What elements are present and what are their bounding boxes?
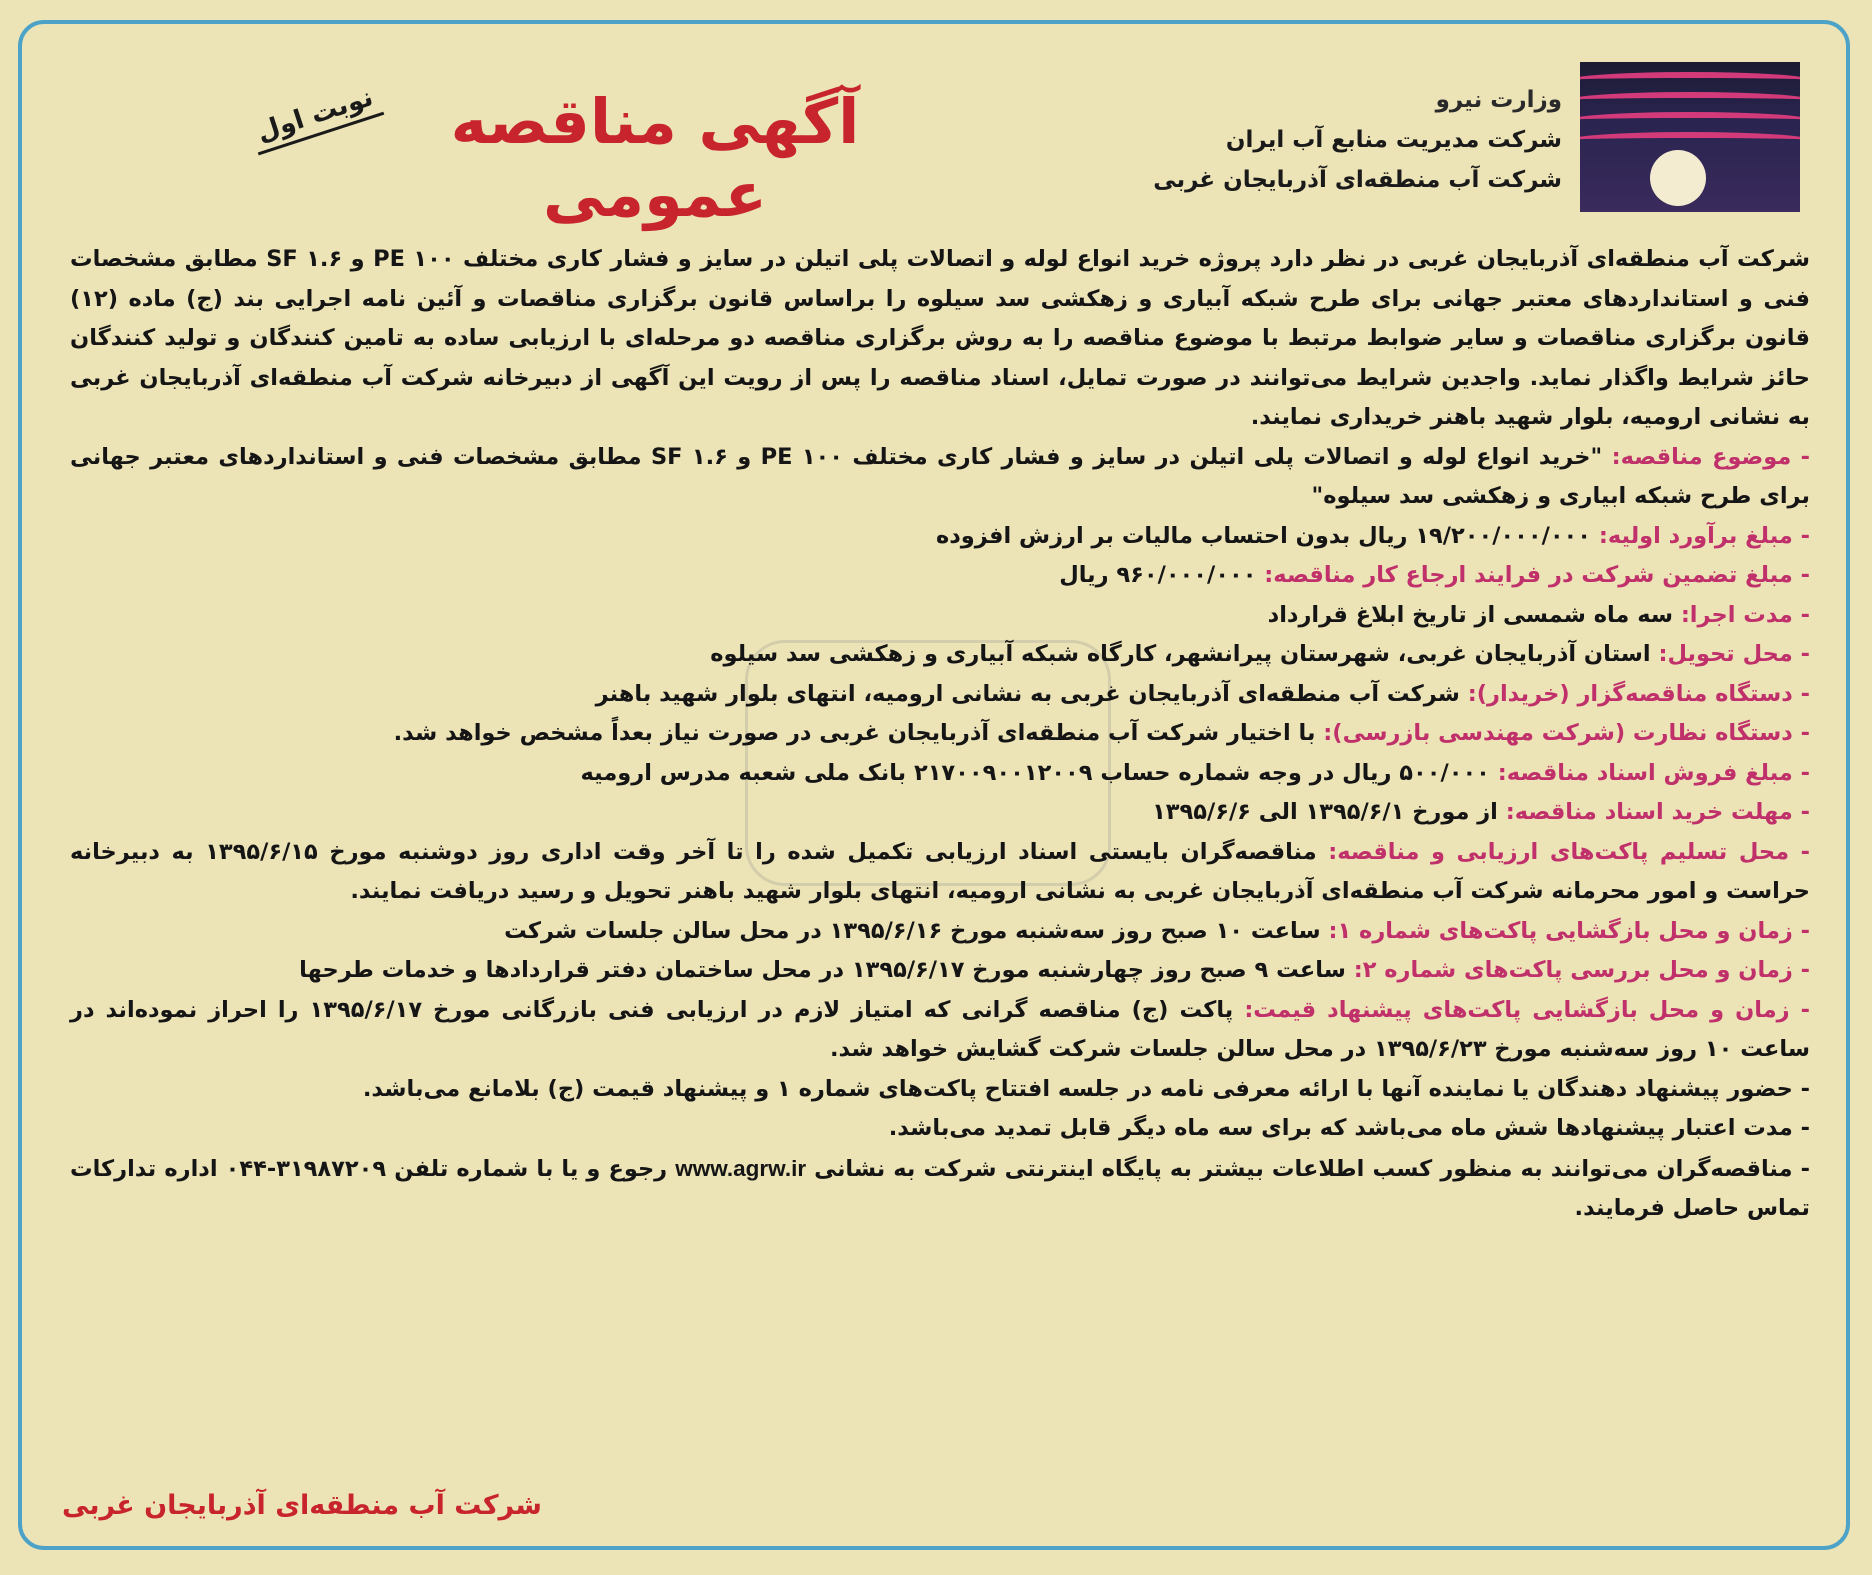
item-subject: - موضوع مناقصه: "خرید انواع لوله و اتصالات پلی اتیلن در سایز و فشار کاری مختلف PE ۱۰۰ و SF ۱.۶ مطابق مشخصات فنی و استانداردهای معتبر جهانی برای طرح شبکه ابیاری و زهکشی سد سیلوه" bbox=[70, 443, 1811, 509]
item-delivery: - محل تحویل: استان آذربایجان غربی، شهرستان پیرانشهر، کارگاه شبکه آبیاری و زهکشی سد سیلوه bbox=[710, 641, 1810, 667]
item-submission: - محل تسلیم پاکت‌های ارزیابی و مناقصه: مناقصه‌گران بایستی اسناد ارزیابی تکمیل شده را تا آخر وقت اداری روز دوشنبه مورخ ۱۳۹۵/۶/۱۵ به دبیرخانه حراست و امور محرمانه شرکت آب منطقه‌ای آذربایجان غربی به نشانی ارومیه، انتهای بلوار شهید باهنر تحویل و رسید دریافت نمایند. bbox=[70, 838, 1810, 904]
item-buyer: - دستگاه مناقصه‌گزار (خریدار): شرکت آب منطقه‌ای آذربایجان غربی به نشانی ارومیه، انتهای بلوار شهید باهنر bbox=[595, 680, 1810, 707]
item-estimate: - مبلغ برآورد اولیه: ۱۹/۲۰۰/۰۰۰/۰۰۰ ریال بدون احتساب مالیات بر ارزش افزوده bbox=[935, 522, 1810, 549]
ministry-name: وزارت نیرو bbox=[1435, 87, 1562, 113]
note-validity: - مدت اعتبار پیشنهادها شش ماه می‌باشد که برای سه ماه دیگر قابل تمدید می‌باشد. bbox=[888, 1115, 1810, 1141]
ministry-logo-icon bbox=[1580, 62, 1800, 212]
item-document-price: - مبلغ فروش اسناد مناقصه: ۵۰۰/۰۰۰ ریال در وجه شماره حساب ۲۱۷۰۰۹۰۰۱۲۰۰۹ بانک ملی شعبه مدرس ارومیه bbox=[580, 759, 1810, 786]
organization-block bbox=[1142, 80, 1562, 200]
company-name: شرکت آب منطقه‌ای آذربایجان غربی bbox=[1153, 167, 1562, 193]
signature: شرکت آب منطقه‌ای آذربایجان غربی bbox=[62, 1490, 542, 1521]
note-attendance: - حضور پیشنهاد دهندگان یا نماینده آنها با ارائه معرفی نامه در جلسه افتتاح پاکت‌های شماره ۱ و پیشنهاد قیمت (ج) بلامانع می‌باشد. bbox=[362, 1075, 1810, 1102]
item-guarantee: - مبلغ تضمین شرکت در فرایند ارجاع کار مناقصه: ۹۶۰/۰۰۰/۰۰۰ ریال bbox=[1059, 562, 1810, 588]
item-duration: - مدت اجرا: سه ماه شمسی از تاریخ ابلاغ قرارداد bbox=[1267, 601, 1810, 628]
note-contact: - مناقصه‌گران می‌توانند به منظور کسب اطلاعات بیشتر به پایگاه اینترنتی شرکت به نشانی www.agrw.ir رجوع و یا با شماره تلفن ۳۱۹۸۷۲۰۹-۰۴۴ اداره تدارکات تماس حاصل فرمایند. bbox=[70, 1155, 1810, 1221]
page-title: آگهی مناقصه عمومی bbox=[450, 85, 860, 231]
website-link[interactable]: www.agrw.ir bbox=[675, 1155, 807, 1181]
parent-company-name: شرکت مدیریت منابع آب ایران bbox=[1225, 127, 1562, 153]
item-purchase-deadline: - مهلت خرید اسناد مناقصه: از مورخ ۱۳۹۵/۶/۱ الی ۱۳۹۵/۶/۶ bbox=[1152, 799, 1810, 825]
item-price-opening: - زمان و محل بازگشایی پاکت‌های پیشنهاد قیمت: پاکت (ج) مناقصه گرانی که امتیاز لازم در ارزیابی فنی بازرگانی مورخ ۱۳۹۵/۶/۱۷ را احراز نموده‌اند در ساعت ۱۰ روز سه‌شنبه مورخ ۱۳۹۵/۶/۲۳ در محل سالن جلسات شرکت گشایش خواهد شد. bbox=[70, 996, 1811, 1062]
notice-body bbox=[70, 240, 1810, 1229]
round-label: نوبت اول bbox=[253, 82, 376, 148]
item-opening-1: - زمان و محل بازگشایی پاکت‌های شماره ۱: ساعت ۱۰ صبح روز سه‌شنبه مورخ ۱۳۹۵/۶/۱۶ در محل سالن جلسات شرکت bbox=[504, 917, 1810, 944]
item-review-2: - زمان و محل بررسی پاکت‌های شماره ۲: ساعت ۹ صبح روز چهارشنبه مورخ ۱۳۹۵/۶/۱۷ در محل ساختمان دفتر قراردادها و خدمات طرحها bbox=[299, 957, 1810, 983]
intro-paragraph: شرکت آب منطقه‌ای آذربایجان غربی در نظر دارد پروژه خرید انواع لوله و اتصالات پلی اتیلن در سایز و فشار کاری مختلف PE ۱۰۰ و SF ۱.۶ مطابق مشخصات فنی و استانداردهای معتبر جهانی برای طرح شبکه آبیاری و زهکشی سد سیلوه را براساس قانون برگزاری مناقصات و آئین نامه اجرایی بند (ج) ماده (۱۲) قانون برگزاری مناقصات و سایر ضوابط مرتبط با موضوع مناقصه را به روش برگزاری مناقصه دو مرحله‌ای با ارزیابی ساده به تامین کنندگان و تولید کنندگان حائز شرایط واگذار نماید. واجدین شرایط می‌توانند در صورت تمایل، اسناد مناقصه را پس از رویت این آگهی از دبیرخانه شرکت آب منطقه‌ای آذربایجان غربی به نشانی ارومیه، بلوار شهید باهنر خریداری نمایند. bbox=[70, 246, 1811, 430]
item-supervision: - دستگاه نظارت (شرکت مهندسی بازرسی): با اختیار شرکت آب منطقه‌ای آذربایجان غربی در صورت نیاز بعداً مشخص خواهد شد. bbox=[393, 720, 1810, 746]
